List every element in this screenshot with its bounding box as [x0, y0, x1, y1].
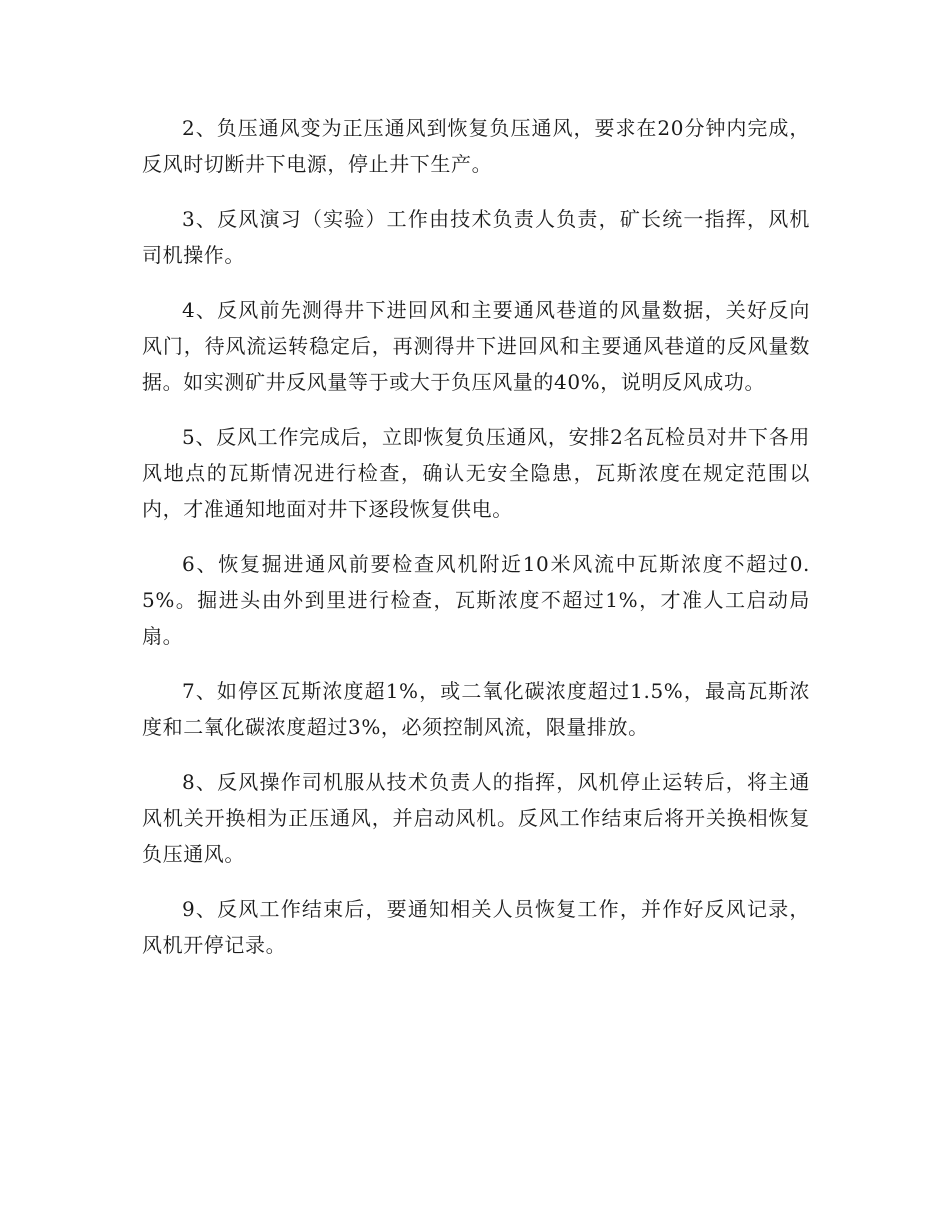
- paragraph-item-8: 8、反风操作司机服从技术负责人的指挥，风机停止运转后，将主通风机关开换相为正压通风，并启动风机。反风工作结束后将开关换相恢复负压通风。: [142, 770, 810, 866]
- document-body: [142, 110, 810, 982]
- paragraph-item-9: 9、反风工作结束后，要通知相关人员恢复工作，并作好反风记录，风机开停记录。: [142, 897, 810, 957]
- paragraph-item-3: 3、反风演习（实验）工作由技术负责人负责，矿长统一指挥，风机司机操作。: [142, 207, 810, 267]
- paragraph-item-2: 2、负压通风变为正压通风到恢复负压通风，要求在20分钟内完成，反风时切断井下电源，停止井下生产。: [142, 116, 810, 176]
- paragraph-item-5: 5、反风工作完成后，立即恢复负压通风，安排2名瓦检员对井下各用风地点的瓦斯情况进行检查，确认无安全隐患，瓦斯浓度在规定范围以内，才准通知地面对井下逐段恢复供电。: [142, 425, 810, 521]
- paragraph-item-4: 4、反风前先测得井下进回风和主要通风巷道的风量数据，关好反向风门，待风流运转稳定后，再测得井下进回风和主要通风巷道的反风量数据。如实测矿井反风量等于或大于负压风量的40%，说明反风成功。: [142, 298, 810, 394]
- paragraph-item-7: 7、如停区瓦斯浓度超1%，或二氧化碳浓度超过1.5%，最高瓦斯浓度和二氧化碳浓度超过3%，必须控制风流，限量排放。: [142, 679, 810, 739]
- paragraph-item-6: 6、恢复掘进通风前要检查风机附近10米风流中瓦斯浓度不超过0.5%。掘进头由外到里进行检查，瓦斯浓度不超过1%，才准人工启动局扇。: [142, 552, 810, 648]
